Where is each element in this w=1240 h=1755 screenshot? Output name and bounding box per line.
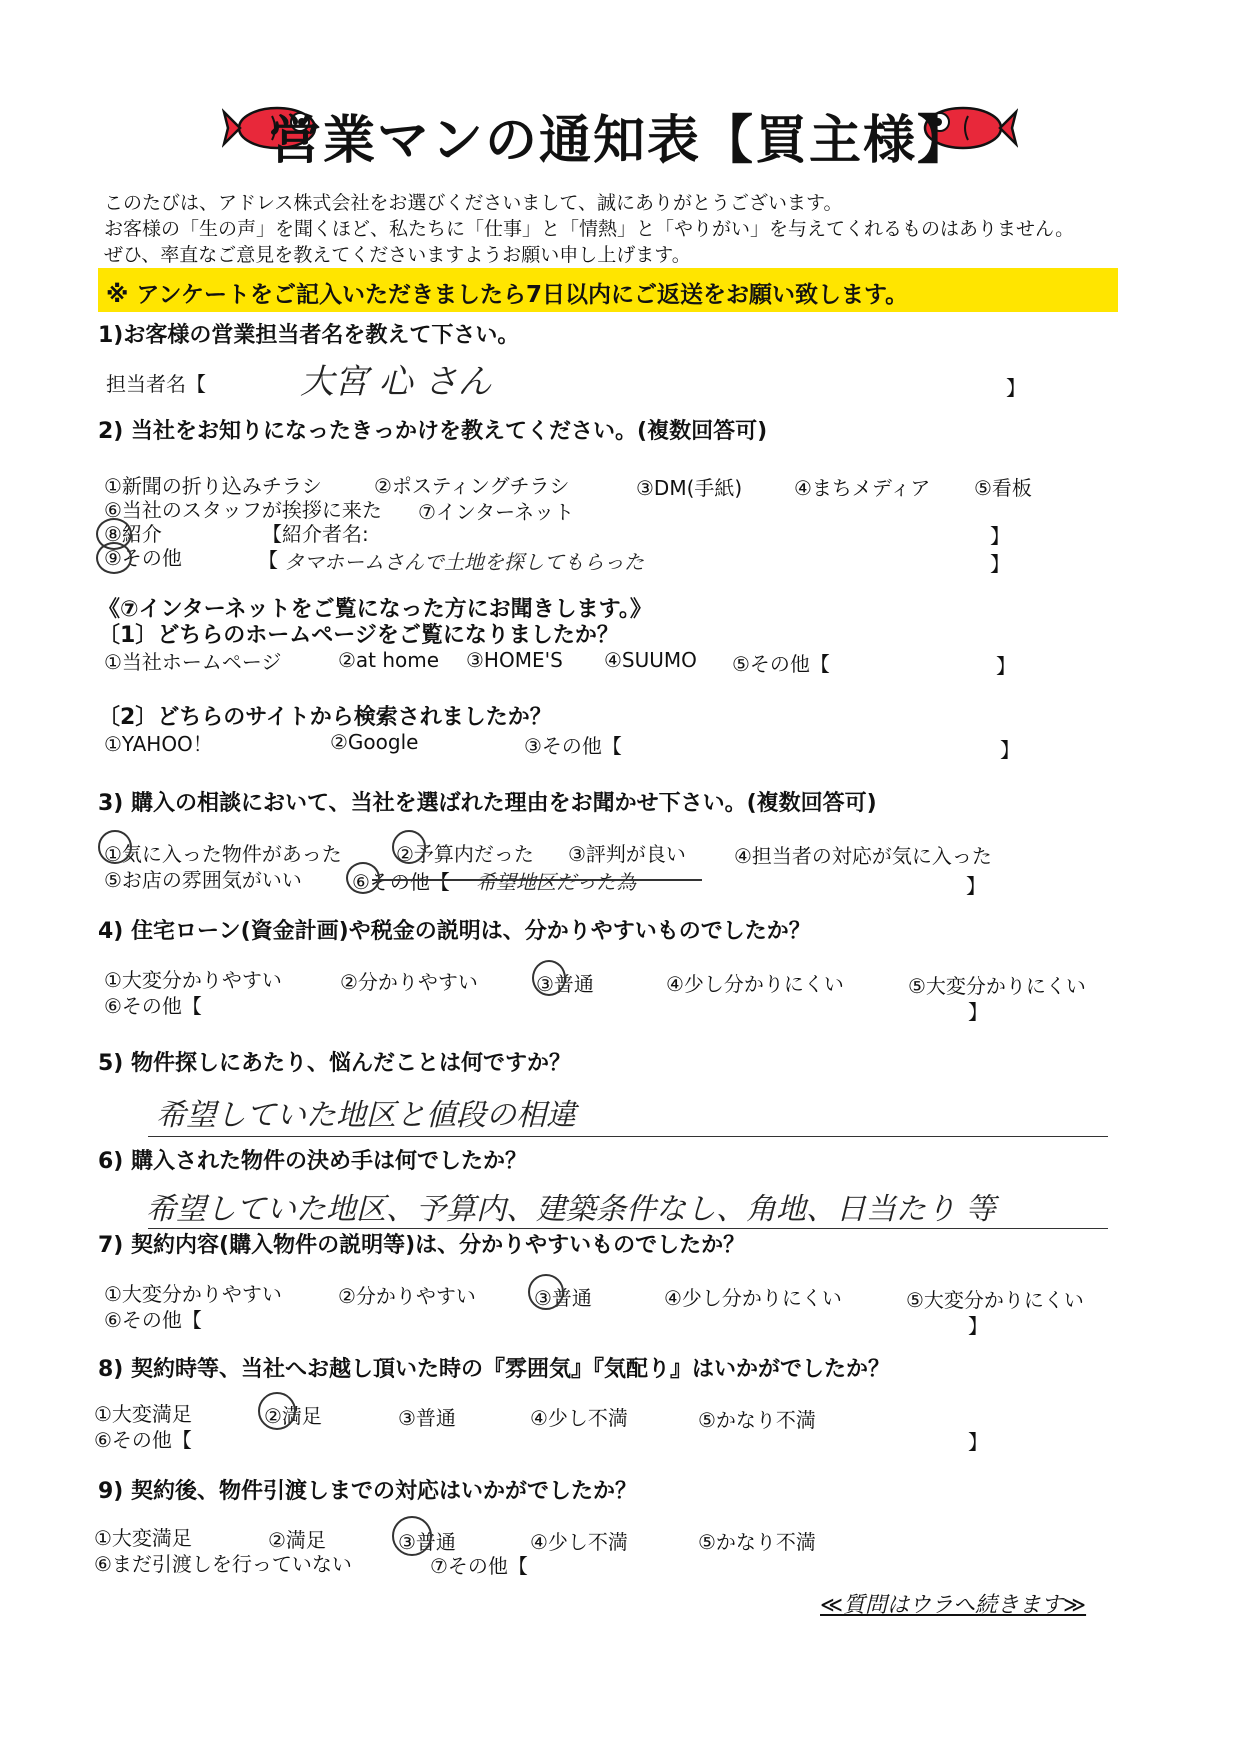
q2-option-9-circle	[96, 542, 132, 574]
q1-question: 1)お客様の営業担当者名を教えて下さい。	[98, 323, 520, 348]
q8-option-4: ④少し不満	[530, 1406, 628, 1430]
q2-question: 2) 当社をお知りになったきっかけを教えてください。(複数回答可)	[98, 419, 768, 444]
sub2-option-3: ③その他【	[524, 734, 622, 758]
q8-option-2: ②満足	[264, 1404, 322, 1428]
q2-option-6: ⑥当社のスタッフが挨拶に来た	[104, 498, 382, 522]
sub2-option-2: ②Google	[330, 730, 419, 754]
q5-answer-line	[148, 1136, 1108, 1137]
q8-question: 8) 契約時等、当社へお越し頂いた時の『雰囲気』『気配り』はいかがでしたか？	[98, 1357, 891, 1382]
q4-option-6: ⑥その他【	[104, 994, 202, 1018]
q4-question: 4) 住宅ローン(資金計画)や税金の説明は、分かりやすいものでしたか？	[98, 919, 811, 944]
q2-other-open: 【	[258, 548, 278, 572]
q9-option-1: ①大変満足	[94, 1526, 192, 1550]
q2-option-1: ①新聞の折り込みチラシ	[104, 474, 322, 498]
q8-option-6: ⑥その他【	[94, 1428, 192, 1452]
sub1-option-2: ②at home	[338, 648, 440, 672]
q1-close: 】	[1006, 376, 1026, 400]
q3-option-2: ②予算内だった	[396, 842, 534, 866]
sub1-option-4: ④SUUMO	[604, 648, 697, 672]
q3-option-1: ①気に入った物件があった	[104, 842, 342, 866]
internet-sub1: 〔1〕どちらのホームページをご覧になりましたか？	[98, 623, 619, 648]
q8-close: 】	[968, 1430, 988, 1454]
sub1-close: 】	[996, 654, 1016, 678]
intro-line-2: お客様の「生の声」を聞くほど、私たちに「仕事」と「情熱」と「やりがい」を与えてくれるものはありません。	[104, 218, 1075, 240]
q8-option-2-circle	[258, 1392, 296, 1430]
q2-introducer-close: 】	[990, 524, 1010, 548]
intro-line-1: このたびは、アドレス株式会社をお選びくださいまして、誠にありがとうございます。	[104, 192, 843, 214]
q6-answer: 希望していた地区、予算内、建築条件なし、角地、日当たり 等	[146, 1192, 996, 1227]
q9-question: 9) 契約後、物件引渡しまでの対応はいかがでしたか？	[98, 1479, 638, 1504]
q9-option-2: ②満足	[268, 1528, 326, 1552]
q9-option-3: ③普通	[398, 1530, 456, 1554]
q2-option-9: ⑨その他	[104, 546, 182, 570]
q3-question: 3) 購入の相談において、当社を選ばれた理由をお聞かせ下さい。(複数回答可)	[98, 791, 877, 816]
q2-introducer-label: 【紹介者名:	[262, 522, 369, 546]
q7-option-3: ③普通	[534, 1286, 592, 1310]
q1-label: 担当者名【	[106, 372, 206, 396]
q2-option-2: ②ポスティングチラシ	[374, 474, 570, 498]
q3-option-3: ③評判が良い	[568, 842, 686, 866]
q7-option-4: ④少し分かりにくい	[664, 1286, 842, 1310]
return-notice: ※ アンケートをご記入いただきましたら7日以内にご返送をお願い致します。	[106, 282, 909, 308]
q2-option-4: ④まちメディア	[794, 476, 931, 500]
q9-option-4: ④少し不満	[530, 1530, 628, 1554]
q4-option-5: ⑤大変分かりにくい	[908, 974, 1086, 998]
q7-question: 7) 契約内容(購入物件の説明等)は、分かりやすいものでしたか？	[98, 1233, 746, 1258]
q7-option-3-circle	[528, 1274, 564, 1310]
q9-option-3-circle	[392, 1516, 432, 1556]
q5-answer: 希望していた地区と値段の相違	[156, 1098, 576, 1133]
continued-note: ≪質問はウラへ続きます≫	[820, 1593, 1087, 1618]
sub1-option-1: ①当社ホームページ	[104, 650, 282, 674]
q8-option-3: ③普通	[398, 1406, 456, 1430]
q4-option-3: ③普通	[536, 972, 594, 996]
sub2-close: 】	[1000, 738, 1020, 762]
q4-option-1: ①大変分かりやすい	[104, 968, 282, 992]
q3-option-1-circle	[98, 830, 132, 864]
q7-close: 】	[968, 1314, 988, 1338]
sub2-option-1: ①YAHOO！	[104, 732, 213, 756]
q2-option-3: ③DM(手紙)	[636, 476, 743, 500]
q3-strikethrough	[372, 879, 702, 881]
q3-close: 】	[966, 874, 986, 898]
q6-question: 6) 購入された物件の決め手は何でしたか？	[98, 1149, 528, 1174]
q7-option-5: ⑤大変分かりにくい	[906, 1288, 1084, 1312]
intro-line-3: ぜひ、率直なご意見を教えてくださいますようお願い申し上げます。	[104, 244, 691, 266]
internet-heading: 《⑦インターネットをご覧になった方にお聞きします。》	[98, 597, 652, 622]
q8-option-5: ⑤かなり不満	[698, 1408, 816, 1432]
q3-other-answer: 希望地区だった為	[476, 870, 636, 894]
q7-option-1: ①大変分かりやすい	[104, 1282, 282, 1306]
q4-option-3-circle	[532, 960, 566, 996]
q3-option-6: ⑥その他【	[352, 870, 450, 894]
q2-option-7: ⑦インターネット	[418, 500, 575, 524]
q8-option-1: ①大変満足	[94, 1402, 192, 1426]
q4-close: 】	[968, 1000, 988, 1024]
q9-option-6: ⑥まだ引渡しを行っていない	[94, 1552, 352, 1576]
q4-option-4: ④少し分かりにくい	[666, 972, 844, 996]
q7-option-6: ⑥その他【	[104, 1308, 202, 1332]
q3-option-5: ⑤お店の雰囲気がいい	[104, 868, 302, 892]
q7-option-2: ②分かりやすい	[338, 1284, 476, 1308]
sub1-option-5: ⑤その他【	[732, 652, 830, 676]
q3-option-2-circle	[392, 830, 426, 864]
q9-option-5: ⑤かなり不満	[698, 1530, 816, 1554]
q2-other-answer: タマホームさんで土地を探してもらった	[284, 550, 644, 574]
q2-other-close: 】	[990, 552, 1010, 576]
q5-question: 5) 物件探しにあたり、悩んだことは何ですか？	[98, 1051, 572, 1076]
q4-option-2: ②分かりやすい	[340, 970, 478, 994]
q3-option-6-circle	[346, 862, 380, 894]
q2-option-5: ⑤看板	[974, 476, 1032, 500]
q1-answer: 大宮 心 さん	[300, 362, 492, 402]
sub1-option-3: ③HOME'S	[466, 648, 563, 672]
q2-option-8: ⑧紹介	[104, 522, 162, 546]
q3-option-4: ④担当者の対応が気に入った	[734, 844, 992, 868]
page-title: 営業マンの通知表【買主様】	[268, 111, 971, 171]
internet-sub2: 〔2〕どちらのサイトから検索されましたか？	[98, 705, 552, 730]
q9-option-7: ⑦その他【	[430, 1554, 528, 1578]
